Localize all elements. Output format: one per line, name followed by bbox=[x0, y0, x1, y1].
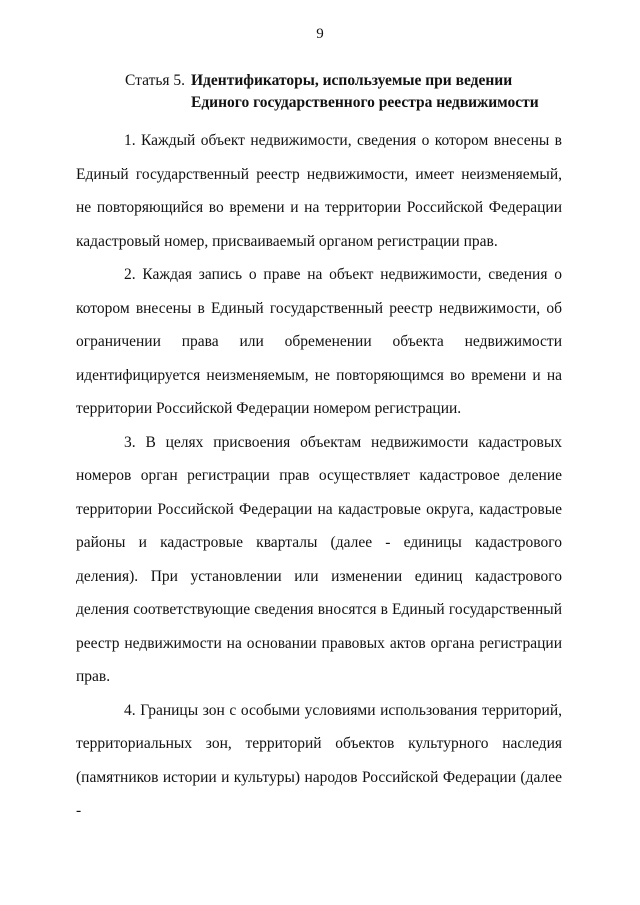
article-body bbox=[76, 124, 562, 828]
paragraph-4: 4. Границы зон с особыми условиями использования территорий, территориальных зон, территорий объектов культурного наследия (памятников истории и культуры) народов Российской Федерации (далее - bbox=[76, 701, 562, 819]
page-number: 9 bbox=[316, 26, 324, 42]
article-title: Идентификаторы, используемые при ведении Единого государственного реестра недвижимости bbox=[191, 72, 539, 111]
article-label: Статья 5. bbox=[125, 72, 186, 89]
paragraph-2: 2. Каждая запись о праве на объект недвижимости, сведения о котором внесены в Единый государственный реестр недвижимости, об ограничении права или обременении объекта недвижимости идентифицируется неизменяемым, не повторяющимся во времени и на территории Российской Федерации номером регистрации. bbox=[76, 266, 562, 417]
article-heading bbox=[125, 70, 575, 114]
paragraph-1: 1. Каждый объект недвижимости, сведения о котором внесены в Единый государственный реестр недвижимости, имеет неизменяемый, не повторяющийся во времени и на территории Российской Федерации кадастровый номер, присваиваемый органом регистрации прав. bbox=[76, 132, 562, 250]
paragraph-3: 3. В целях присвоения объектам недвижимости кадастровых номеров орган регистрации прав осуществляет кадастровое деление территории Российской Федерации на кадастровые округа, кадастровые районы и кадастровые кварталы (далее - единицы кадастрового деления). При установлении или изменении единиц кадастрового деления соответствующие сведения вносятся в Единый государственный реестр недвижимости на основании правовых актов органа регистрации прав. bbox=[76, 433, 562, 685]
